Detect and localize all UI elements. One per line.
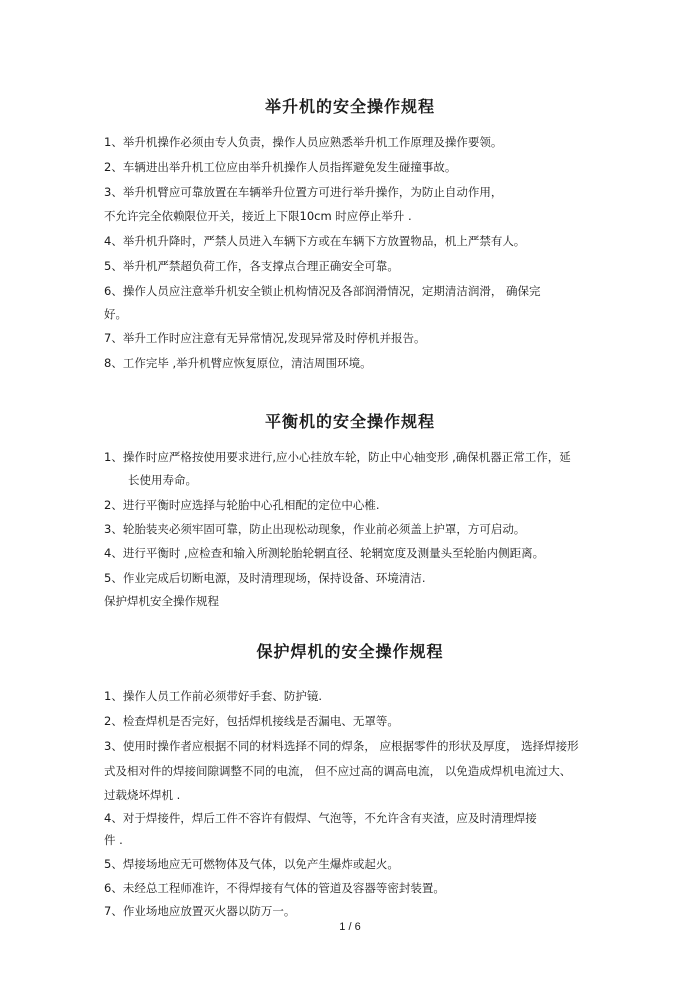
welder-subheading: 保护焊机安全操作规程 xyxy=(104,594,219,608)
welder-rule-4: 4、对于焊接件，焊后工件不容许有假焊、气泡等，不允许含有夹渣，应及时清理焊接 xyxy=(104,811,537,825)
lift-rule-8: 8、工作完毕 ,举升机臂应恢复原位，清洁周围环境。 xyxy=(104,356,372,370)
lift-rule-7: 7、举升工作时应注意有无异常情况,发现异常及时停机并报告。 xyxy=(104,331,426,345)
welder-rule-4-cont: 件 . xyxy=(104,833,123,847)
balancer-rule-5: 5、作业完成后切断电源，及时清理现场，保持设备、环境清洁. xyxy=(104,571,426,585)
balancer-rule-2: 2、进行平衡时应选择与轮胎中心孔相配的定位中心椎. xyxy=(104,498,380,512)
welder-rule-6: 6、未经总工程师准许，不得焊接有气体的管道及容器等密封装置。 xyxy=(104,881,445,895)
welder-rule-3: 3、使用时操作者应根据不同的材料选择不同的焊条， 应根据零件的形状及厚度， 选择焊接形 xyxy=(104,739,579,753)
lift-rule-4: 4、举升机升降时，严禁人员进入车辆下方或在车辆下方放置物品，机上严禁有人。 xyxy=(104,234,526,248)
welder-rule-2: 2、检查焊机是否完好，包括焊机接线是否漏电、无罩等。 xyxy=(104,714,399,728)
welder-rule-1: 1、操作人员工作前必须带好手套、防护镜. xyxy=(104,689,322,703)
welder-rule-3-cont-2: 过载烧坏焊机 . xyxy=(104,788,181,802)
section-title-lift: 举升机的安全操作规程 xyxy=(264,97,435,116)
lift-rule-6: 6、操作人员应注意举升机安全锁止机构情况及各部润滑情况，定期清洁润滑， 确保完 xyxy=(104,284,541,298)
balancer-rule-3: 3、轮胎装夹必须牢固可靠，防止出现松动现象，作业前必须盖上护罩，方可启动。 xyxy=(104,522,526,536)
welder-rule-5: 5、焊接场地应无可燃物体及气体，以免产生爆炸或起火。 xyxy=(104,857,399,871)
welder-rule-7: 7、作业场地应放置灭火器以防万一。 xyxy=(104,904,296,918)
section-title-balancer: 平衡机的安全操作规程 xyxy=(264,412,435,431)
lift-rule-6-cont: 好。 xyxy=(104,307,127,321)
section-title-welder: 保护焊机的安全操作规程 xyxy=(256,642,444,661)
welder-rule-3-cont-1: 式及相对件的焊接间隙调整不同的电流， 但不应过高的调高电流， 以免造成焊机电流过大、 xyxy=(104,764,572,778)
lift-rule-3-cont: 不允许完全依赖限位开关，接近上下限10cm 时应停止举升 . xyxy=(104,209,412,223)
balancer-rule-1-cont: 长使用寿命。 xyxy=(128,473,197,487)
lift-rule-3: 3、举升机臂应可靠放置在车辆举升位置方可进行举升操作，为防止自动作用， xyxy=(104,185,503,199)
balancer-rule-1: 1、操作时应严格按使用要求进行,应小心挂放车轮，防止中心轴变形 ,确保机器正常工作，延 xyxy=(104,450,571,464)
balancer-rule-4: 4、进行平衡时 ,应检查和输入所测轮胎轮辋直径、轮辋宽度及测量头至轮胎内侧距离。 xyxy=(104,546,545,560)
page-number: 1 / 6 xyxy=(339,921,361,933)
lift-rule-1: 1、举升机操作必须由专人负责，操作人员应熟悉举升机工作原理及操作要领。 xyxy=(104,135,503,149)
lift-rule-2: 2、车辆进出举升机工位应由举升机操作人员指挥避免发生碰撞事故。 xyxy=(104,160,457,174)
lift-rule-5: 5、举升机严禁超负荷工作，各支撑点合理正确安全可靠。 xyxy=(104,259,399,273)
